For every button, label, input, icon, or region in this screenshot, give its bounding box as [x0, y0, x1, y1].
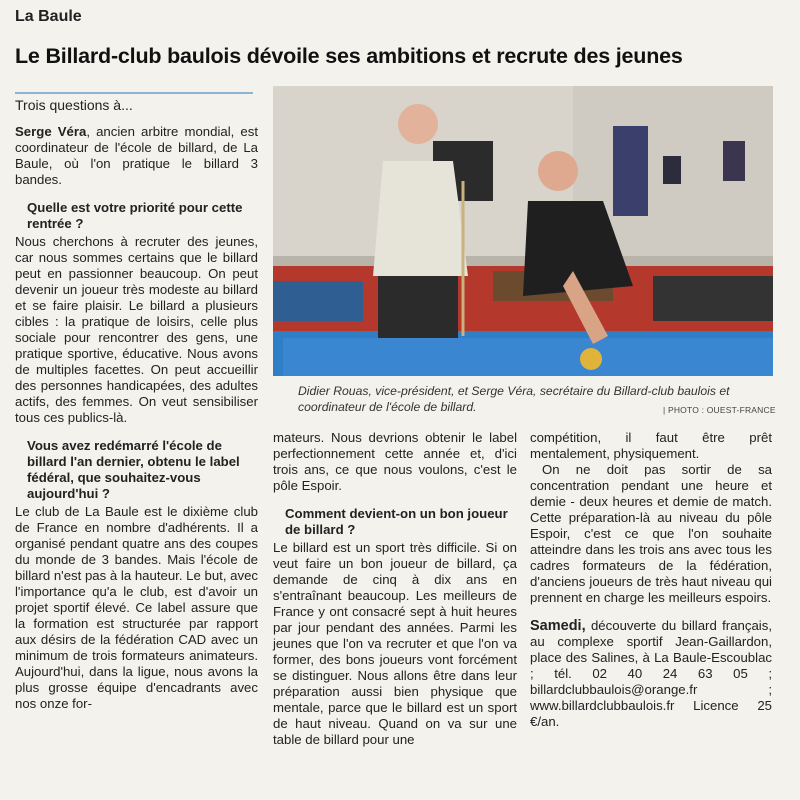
- answer-1: Nous cherchons à recruter des jeunes, car nous sommes certains que le billard peut en passionner beaucoup. On peut devenir un joueur très modeste au billard et se faire plaisir. Le billard a plusieurs cibles : la pratique de loisirs, celle plus sociale pour rencontrer des gens, une pratique sportive, éducative. Nous avons de multiples facettes. On peut accueillir des personnes handicapées, des adultes actifs, des femmes. On veut sensibiliser tous ces publics-là.: [15, 234, 258, 425]
- photo-credit: | PHOTO : OUEST-FRANCE: [663, 405, 776, 415]
- column-2: [273, 430, 517, 748]
- section-kicker: La Baule: [15, 8, 82, 25]
- intro-text: , ancien arbitre mondial, est coordinateur de l'école de billard, de La Baule, où l'on pratique le billard 3 bandes.: [15, 124, 258, 187]
- accent-rule: [15, 92, 253, 94]
- answer-3-part-3: On ne doit pas sortir de sa concentration pendant une heure et demie - deux heures et demie de match. Cette préparation-là au niveau du pôle Espoir, c'est ce que l'on souhaite atteindre dans les trois ans avec tous les cadres formateurs de la fédération, d'anciens joueurs de très haut niveau qui prennent en charge les meilleurs espoirs.: [530, 462, 772, 605]
- question-1: Quelle est votre priorité pour cette rentrée ?: [27, 200, 243, 231]
- section-label: Trois questions à...: [15, 97, 133, 113]
- column-1: [15, 124, 258, 712]
- column-3: [530, 430, 772, 730]
- event-info: [530, 618, 772, 730]
- event-lead: Samedi,: [530, 618, 586, 634]
- answer-2-part-2: mateurs. Nous devrions obtenir le label perfectionnement cette année et, d'ici trois ans, ce que nous voulons, c'est le pôle Espoir.: [273, 430, 517, 493]
- answer-2-part-1: Le club de La Baule est le dixième club de France en nombre d'adhérents. Il a organisé pendant quatre ans des coupes du monde de 3 bandes. Mais l'école de billard n'est pas à la hauteur. Le but, avec l'importance qu'a le club, est d'avoir un projet sportif élevé. Ce label assure que la formation est structurée par rapport aux désirs de la fédération CAD avec un minimum de trois formateurs animateurs. Aujourd'hui, dans la ligue, nous avons la plus grosse équipe d'encadrants avec nos onze for-: [15, 504, 258, 711]
- answer-3-part-1: Le billard est un sport très difficile. Si on veut faire un bon joueur de billard, ça demande de cinq à dix ans en s'entraînant beaucoup. Les meilleurs de France y ont consacré sept à huit heures par jour pendant des années. Parmi les jeunes que l'on va recruter et que l'on va former, des bons joueurs vont forcément se distinguer. Nous allons être dans leur préparation aussi bien physique que mentale, parce que le billard est un sport de haut niveau. Quand on va sur une table de billard pour une: [273, 540, 517, 747]
- photo-caption: Didier Rouas, vice-président, et Serge Véra, secrétaire du Billard-club baulois et coordinateur de l'école de billard.: [298, 384, 730, 414]
- photo: [273, 86, 773, 376]
- event-text: découverte du billard français, au complexe sportif Jean-Gaillardon, place des Salines, à La Baule-Escoublac ; tél. 02 40 24 63 05 ; billardclubbaulois@orange.fr ; www.billardclubbaulois.fr Licence 25 €/an.: [530, 618, 772, 729]
- answer-3-part-2: compétition, il faut être prêt mentalement, physiquement.: [530, 430, 772, 461]
- question-3: Comment devient-on un bon joueur de billard ?: [285, 506, 508, 537]
- headline: Le Billard-club baulois dévoile ses ambitions et recrute des jeunes: [15, 44, 683, 68]
- intro-name: Serge Véra: [15, 124, 87, 139]
- question-2: Vous avez redémarré l'école de billard l'an dernier, obtenu le label fédéral, que souhaitez-vous aujourd'hui ?: [27, 438, 240, 501]
